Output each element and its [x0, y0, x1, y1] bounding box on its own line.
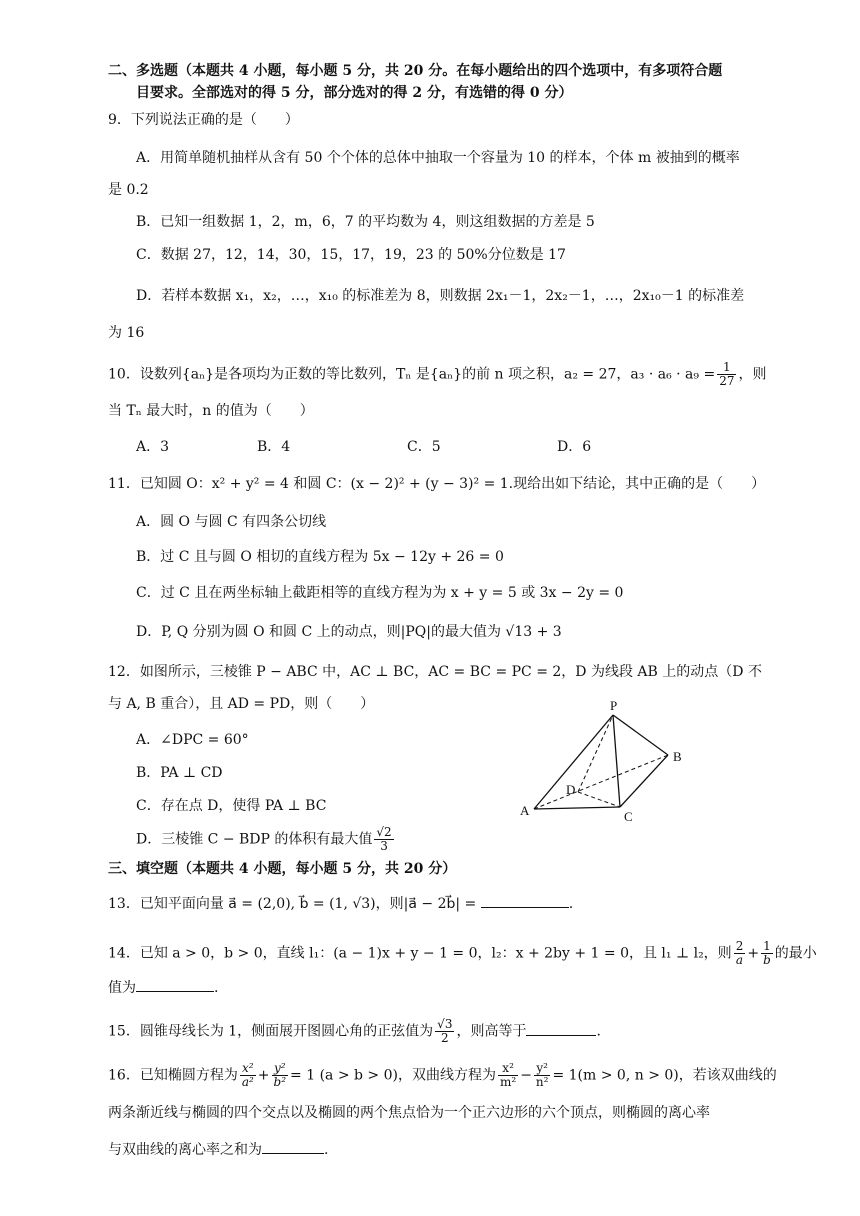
q16-hyperbola-term-1 [498, 1062, 518, 1089]
q16-hyperbola-term-2 [534, 1062, 551, 1089]
q16-period: . [324, 1142, 329, 1158]
edge-cb [620, 755, 668, 807]
q11-option-a: A．圆 O 与圆 C 有四条公切线 [136, 514, 327, 530]
q10-option-d: D．6 [557, 439, 592, 455]
q15-stem-tail: ，则高等于 [456, 1023, 527, 1040]
q10-stem-text: 10．设数列{aₙ}是各项均为正数的等比数列，Tₙ 是{aₙ}的前 n 项之积，a₂ = 27，a₃ · a₆ · a₉ = [108, 366, 716, 383]
q15-fraction-num: √3 [437, 1017, 453, 1031]
q9-option-d: D．若样本数据 x₁，x₂，…，x₁₀ 的标准差为 8，则数据 2x₁－1，2x₂－1，…，2x₁₀－1 的标准差 [136, 288, 745, 304]
q11-option-b: B．过 C 且与圆 O 相切的直线方程为 5x − 12y + 26 = 0 [136, 549, 504, 565]
q12-option-d-fraction [374, 826, 393, 853]
q11-option-c: C．过 C 且在两坐标轴上截距相等的直线方程为为 x + y = 5 或 3x − 2y = 0 [136, 585, 624, 601]
q16-answer-blank[interactable] [262, 1139, 324, 1154]
q10-stem-tail: ，则 [738, 366, 767, 383]
q14-fraction-2-num: 1 [761, 940, 773, 954]
q10-option-c: C．5 [407, 439, 441, 455]
q14-stem-text: 14．已知 a > 0，b > 0，直线 l₁：(a − 1)x + y − 1 = 0，l₂：x + 2by + 1 = 0，且 l₁ ⊥ l₂，则 [108, 945, 732, 962]
section-header-multiple-choice-cont: 目要求。全部选对的得 5 分，部分选对的得 2 分，有选错的得 0 分） [136, 85, 573, 101]
q16-ellipse-plus: + [257, 1067, 270, 1084]
q9-option-a-cont: 是 0.2 [108, 182, 149, 198]
q16-stem-line2: 两条渐近线与椭圆的四个交点以及椭圆的两个焦点恰为一个正六边形的六个顶点，则椭圆的离心率 [108, 1105, 710, 1121]
q16-ellipse-term-2 [272, 1062, 289, 1089]
q13-period: . [568, 896, 574, 912]
q12-stem-line1: 12．如图所示，三棱锥 P − ABC 中，AC ⊥ BC，AC = BC = PC = 2，D 为线段 AB 上的动点（D 不 [108, 664, 762, 680]
q16-ellipse-term-2-den: b² [273, 1075, 287, 1089]
q14-fraction-2-den: b [763, 953, 771, 967]
q14-stem-line2 [108, 977, 218, 998]
q16-ellipse-term-1 [240, 1062, 256, 1089]
q10-stem-line1 [108, 361, 766, 388]
q16-stem-line1 [108, 1062, 777, 1089]
q16-stem-line3 [108, 1139, 328, 1160]
q12-option-a: A．∠DPC = 60° [136, 732, 249, 748]
q14-fraction-1-den: a [735, 953, 744, 967]
q10-option-a: A．3 [136, 439, 170, 455]
q12-option-d [136, 826, 396, 853]
label-c: C [624, 809, 633, 824]
section-header-fill-in: 三、填空题（本题共 4 小题，每小题 5 分，共 20 分） [108, 861, 457, 877]
q16-hyperbola-minus: − [520, 1067, 532, 1084]
label-p: P [610, 698, 618, 713]
q14-fraction-2 [761, 940, 773, 967]
q16-hyperbola-term-1-den: m² [499, 1075, 517, 1089]
q9-stem: 9．下列说法正确的是（ ） [108, 112, 299, 128]
q16-ellipse-term-2-num: y² [272, 1062, 289, 1076]
q15-answer-blank[interactable] [526, 1021, 596, 1036]
q9-option-d-cont: 为 16 [108, 325, 145, 341]
q16-stem-mid: = 1 (a > b > 0)，双曲线方程为 [290, 1067, 496, 1084]
q10-option-b: B．4 [257, 439, 291, 455]
q15-fraction [435, 1018, 454, 1045]
q14-answer-blank[interactable] [136, 977, 214, 992]
q12-stem-line2: 与 A, B 重合），且 AD = PD，则（ ） [108, 696, 375, 712]
edge-pd-hidden [578, 715, 613, 792]
edge-pb [613, 715, 668, 755]
q13-stem-text: 13．已知平面向量 a⃗ = (2,0), b⃗ = (1, √3)，则|a⃗ − 2b⃗| = [108, 896, 477, 912]
q11-stem: 11．已知圆 O：x² + y² = 4 和圆 C：(x − 2)² + (y − 3)² = 1.现给出如下结论，其中正确的是（ ） [108, 476, 766, 492]
q16-hyperbola-term-2-num: y² [534, 1062, 551, 1076]
q9-option-a: A．用简单随机抽样从含有 50 个个体的总体中抽取一个容量为 10 的样本，个体 m 被抽到的概率 [136, 150, 740, 166]
q13-stem [108, 893, 573, 914]
pyramid-figure [510, 695, 710, 830]
q16-stem-tail: = 1(m > 0, n > 0)，若该双曲线的 [552, 1067, 777, 1084]
q10-stem-line2: 当 Tₙ 最大时，n 的值为（ ） [108, 403, 314, 419]
q10-fraction [717, 361, 736, 388]
edge-ac [534, 807, 620, 809]
label-a: A [520, 803, 530, 818]
q14-stem-line2-text: 值为 [108, 980, 136, 996]
q16-stem-text: 16．已知椭圆方程为 [108, 1067, 238, 1084]
q16-hyperbola-term-2-den: n² [535, 1075, 549, 1089]
q12-fraction-den: 3 [380, 839, 388, 853]
q10-fraction-den: 27 [719, 374, 735, 388]
q12-option-b: B．PA ⊥ CD [136, 765, 223, 781]
q12-option-d-text: D．三棱锥 C − BDP 的体积有最大值 [136, 831, 373, 848]
q14-stem-line1 [108, 940, 817, 967]
q12-fraction-num: √2 [376, 825, 392, 839]
q16-ellipse-term-1-num: x² [240, 1062, 256, 1076]
q15-stem-text: 15．圆锥母线长为 1，侧面展开图圆心角的正弦值为 [108, 1023, 434, 1040]
q16-ellipse-term-1-den: a² [241, 1075, 254, 1089]
q16-hyperbola-term-1-num: x² [498, 1062, 518, 1076]
q15-stem [108, 1018, 601, 1045]
q13-answer-blank[interactable] [481, 893, 569, 908]
q10-fraction-num: 1 [717, 361, 736, 375]
q9-option-b: B．已知一组数据 1，2，m，6，7 的平均数为 4，则这组数据的方差是 5 [136, 214, 595, 230]
label-d: D [566, 782, 576, 797]
q14-period: . [214, 980, 219, 996]
q14-stem-tail: 的最小 [774, 945, 817, 962]
label-b: B [673, 749, 682, 764]
q11-option-d: D．P, Q 分别为圆 O 和圆 C 上的动点，则|PQ|的最大值为 √13 + 3 [136, 624, 562, 640]
q14-fraction-1-num: 2 [735, 939, 744, 953]
section-header-multiple-choice: 二、多选题（本题共 4 小题，每小题 5 分，共 20 分。在每小题给出的四个选项中，有多项符合题 [108, 63, 723, 79]
q12-option-c: C．存在点 D，使得 PA ⊥ BC [136, 798, 327, 814]
q14-plus: + [747, 945, 760, 962]
q9-option-c: C．数据 27，12，14，30，15，17，19，23 的 50%分位数是 17 [136, 247, 566, 263]
edge-ab-hidden [534, 755, 668, 809]
edge-dc-hidden [578, 792, 620, 807]
q14-fraction-1 [734, 940, 746, 967]
q16-stem-line3-text: 与双曲线的离心率之和为 [108, 1142, 262, 1158]
q15-fraction-den: 2 [440, 1031, 449, 1045]
edge-pc [613, 715, 620, 807]
q15-period: . [596, 1023, 601, 1040]
